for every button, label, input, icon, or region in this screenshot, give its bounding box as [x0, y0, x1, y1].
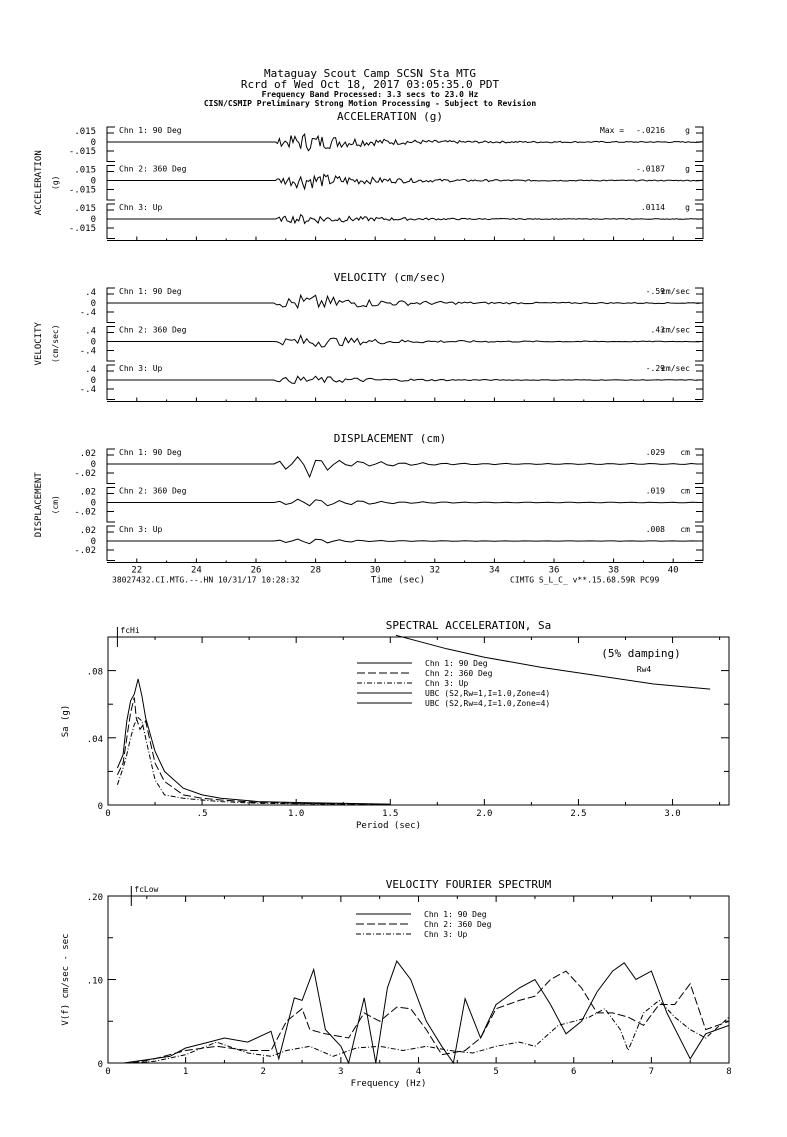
x-tick-label: 2.0	[476, 809, 493, 819]
peak-unit: cm	[680, 448, 690, 457]
header-processing-note: CISN/CSMIP Preliminary Strong Motion Processing - Subject to Revision	[203, 99, 537, 108]
x-tick-label: 1.0	[288, 809, 305, 819]
time-tick-label: 22	[131, 565, 143, 576]
series-line	[124, 961, 730, 1063]
y-tick-label: .02	[79, 487, 96, 498]
report-header	[204, 67, 537, 108]
header-frequency-band: Frequency Band Processed: 3.3 secs to 23.0 Hz	[261, 90, 479, 99]
y-tick-label: .015	[74, 165, 96, 176]
rw4-label: Rw4	[636, 665, 652, 674]
left-axis-bracket	[107, 449, 115, 484]
panel-yunit: (cm/sec)	[51, 324, 60, 364]
right-axis-bracket	[695, 365, 703, 400]
right-axis-bracket	[695, 488, 703, 523]
waveform-line	[107, 499, 697, 506]
y-tick-label: .015	[74, 204, 96, 214]
fc-label: fcHi	[120, 626, 140, 635]
channel-trace	[80, 326, 703, 362]
max-label: Max =	[600, 126, 625, 135]
footer-processing-id: CIMTG S_L_C_ v**.15.68.59R PC99	[510, 575, 660, 585]
time-tick-label: 32	[429, 565, 441, 576]
x-tick-label: 1.5	[382, 809, 399, 819]
x-tick-label: 4	[415, 1067, 422, 1077]
x-tick-label: 3	[338, 1067, 344, 1077]
plot-frame	[108, 637, 729, 805]
y-tick-label: -.015	[68, 224, 96, 234]
channel-trace	[74, 525, 703, 561]
time-tick-label: 36	[548, 565, 560, 576]
y-tick-label: .20	[86, 893, 103, 903]
peak-value: .0114	[640, 203, 665, 212]
right-axis-bracket	[695, 526, 703, 561]
time-tick-label: 28	[310, 565, 322, 576]
x-tick-label: 7	[648, 1067, 655, 1077]
time-tick-label: 38	[608, 565, 620, 576]
channel-name: Chn 3: Up	[119, 203, 163, 212]
y-tick-label: 0	[97, 1060, 103, 1070]
peak-unit: cm/sec	[661, 325, 690, 335]
waveform-line	[107, 134, 702, 151]
waveform-line	[107, 457, 697, 477]
peak-unit: cm	[680, 525, 690, 534]
y-tick-label: -.4	[79, 308, 96, 318]
panel-ylabel: VELOCITY	[34, 322, 44, 366]
x-tick-label: 2.5	[570, 809, 587, 819]
y-tick-label: .4	[85, 326, 96, 337]
y-tick-label: 0	[90, 376, 96, 386]
x-tick-label: .5	[196, 809, 208, 819]
right-axis-bracket	[695, 288, 703, 323]
waveform-line	[107, 539, 697, 544]
y-tick-label: .02	[79, 526, 96, 536]
chart-legend	[356, 910, 492, 939]
x-tick-label: 3.0	[664, 809, 681, 819]
x-tick-label: 0	[105, 1067, 111, 1077]
x-axis-label: Frequency (Hz)	[350, 1079, 427, 1089]
peak-unit: cm	[680, 486, 690, 496]
y-tick-label: 0	[90, 537, 96, 547]
x-axis-label: Period (sec)	[355, 821, 422, 831]
y-tick-label: 0	[90, 176, 96, 187]
chart-title: VELOCITY FOURIER SPECTRUM	[385, 878, 552, 891]
y-tick-label: -.015	[68, 147, 96, 157]
left-axis-bracket	[107, 166, 115, 201]
y-tick-label: -.015	[68, 185, 96, 196]
legend-entry: Chn 1: 90 Deg	[424, 910, 487, 919]
channel-trace	[69, 203, 703, 239]
y-tick-label: 0	[90, 215, 96, 225]
header-record-time: Rcrd of Wed Oct 18, 2017 03:05:35.0 PDT	[240, 78, 500, 91]
y-tick-label: 0	[90, 299, 96, 309]
panel-yunit: (g)	[51, 175, 60, 190]
x-tick-label: 0	[105, 809, 111, 819]
panel-velocity	[34, 271, 703, 402]
y-tick-label: 0	[90, 337, 96, 348]
panel-acceleration	[34, 110, 703, 241]
channel-trace	[80, 287, 703, 323]
x-tick-label: 8	[726, 1067, 732, 1077]
channel-name: Chn 1: 90 Deg	[119, 126, 182, 135]
legend-entry: UBC (S2,Rw=4,I=1.0,Zone=4)	[425, 699, 551, 708]
panel-ylabel: DISPLACEMENT	[34, 472, 44, 538]
panel-title: VELOCITY (cm/sec)	[333, 271, 447, 284]
chart-title: SPECTRAL ACCELERATION, Sa	[385, 619, 552, 632]
channel-trace	[69, 165, 703, 201]
peak-value: .029	[645, 448, 665, 457]
spectral-acceleration-chart	[61, 619, 729, 831]
footer-record-id: 38027432.CI.MTG.--.HN 10/31/17 10:28:32	[112, 575, 300, 585]
damping-label: (5% damping)	[601, 647, 681, 660]
peak-value: -.0216	[636, 126, 665, 135]
left-axis-bracket	[107, 526, 115, 561]
y-tick-label: .10	[86, 976, 103, 987]
y-tick-label: -.4	[79, 385, 96, 395]
y-tick-label: .4	[85, 288, 96, 298]
peak-unit: cm/sec	[661, 364, 690, 373]
y-tick-label: 0	[90, 138, 96, 148]
panel-ylabel: ACCELERATION	[34, 150, 44, 216]
channel-trace	[69, 126, 703, 162]
fc-label: fcLow	[134, 885, 159, 894]
y-axis-label: Sa (g)	[61, 704, 71, 738]
waveform-line	[107, 295, 700, 308]
channel-name: Chn 1: 90 Deg	[119, 448, 182, 457]
left-axis-bracket	[107, 365, 115, 400]
y-axis-label: V(f) cm/sec - sec	[61, 933, 71, 1026]
peak-value: -.0187	[636, 164, 665, 174]
panel-title: DISPLACEMENT (cm)	[333, 432, 447, 445]
y-tick-label: -.02	[74, 546, 96, 556]
channel-name: Chn 2: 360 Deg	[119, 325, 187, 335]
channel-name: Chn 3: Up	[119, 364, 163, 373]
series-line	[117, 718, 390, 805]
y-tick-label: .015	[74, 127, 96, 137]
right-axis-bracket	[695, 166, 703, 201]
right-axis-bracket	[695, 449, 703, 484]
legend-entry: UBC (S2,Rw=1,I=1.0,Zone=4)	[425, 689, 551, 698]
y-tick-label: 0	[90, 460, 96, 470]
peak-value: -.29	[645, 364, 665, 373]
panel-displacement	[34, 432, 703, 563]
y-tick-label: .02	[79, 449, 96, 459]
left-axis-bracket	[107, 327, 115, 362]
series-line	[131, 1000, 729, 1063]
peak-value: -.59	[645, 287, 665, 296]
peak-value: .008	[645, 525, 665, 534]
left-axis-bracket	[107, 127, 115, 162]
chart-legend	[357, 659, 550, 708]
channel-trace	[74, 487, 703, 523]
channel-trace	[74, 448, 703, 484]
panel-title: ACCELERATION (g)	[337, 110, 443, 123]
y-tick-label: .04	[86, 734, 103, 745]
waveform-line	[107, 215, 702, 224]
legend-entry: Chn 1: 90 Deg	[425, 659, 488, 668]
left-axis-bracket	[107, 204, 115, 239]
legend-entry: Chn 2: 360 Deg	[425, 669, 493, 678]
peak-value: .019	[645, 486, 665, 496]
channel-name: Chn 2: 360 Deg	[119, 486, 187, 496]
y-tick-label: -.02	[74, 469, 96, 479]
y-tick-label: .08	[86, 667, 103, 678]
channel-name: Chn 3: Up	[119, 525, 163, 534]
time-axis-label: Time (sec)	[370, 575, 426, 586]
y-tick-label: -.02	[74, 507, 96, 518]
waveform-line	[107, 174, 702, 189]
right-axis-bracket	[695, 327, 703, 362]
right-axis-bracket	[695, 204, 703, 239]
series-line	[131, 971, 729, 1063]
y-tick-label: 0	[97, 802, 103, 812]
velocity-fourier-chart	[61, 878, 732, 1089]
waveform-line	[107, 335, 700, 347]
series-line	[117, 698, 390, 805]
legend-entry: Chn 3: Up	[424, 930, 468, 939]
right-axis-bracket	[695, 127, 703, 162]
legend-entry: Chn 2: 360 Deg	[424, 920, 492, 929]
legend-entry: Chn 3: Up	[425, 679, 469, 688]
left-axis-bracket	[107, 288, 115, 323]
x-tick-label: 2	[260, 1067, 266, 1077]
panel-yunit: (cm)	[51, 495, 60, 515]
left-axis-bracket	[107, 488, 115, 523]
peak-unit: cm/sec	[661, 287, 690, 296]
waveform-line	[107, 376, 700, 383]
peak-unit: g	[685, 203, 690, 212]
time-tick-label: 30	[369, 565, 381, 576]
y-tick-label: 0	[90, 498, 96, 509]
channel-name: Chn 1: 90 Deg	[119, 287, 182, 296]
peak-value: .43	[650, 325, 665, 335]
time-tick-label: 40	[667, 565, 679, 576]
x-tick-label: 1	[182, 1067, 189, 1077]
channel-trace	[80, 364, 703, 400]
y-tick-label: -.4	[79, 346, 96, 357]
x-tick-label: 6	[571, 1067, 577, 1077]
header-station: Mataguay Scout Camp SCSN Sta MTG	[264, 67, 476, 80]
peak-unit: g	[685, 164, 690, 174]
time-tick-label: 26	[250, 565, 262, 576]
y-tick-label: .4	[85, 365, 96, 375]
x-tick-label: 5	[493, 1067, 499, 1077]
time-tick-label: 34	[488, 565, 500, 576]
channel-name: Chn 2: 360 Deg	[119, 164, 187, 174]
time-history-section	[34, 110, 703, 586]
peak-unit: g	[685, 126, 690, 135]
time-tick-label: 24	[190, 565, 202, 576]
